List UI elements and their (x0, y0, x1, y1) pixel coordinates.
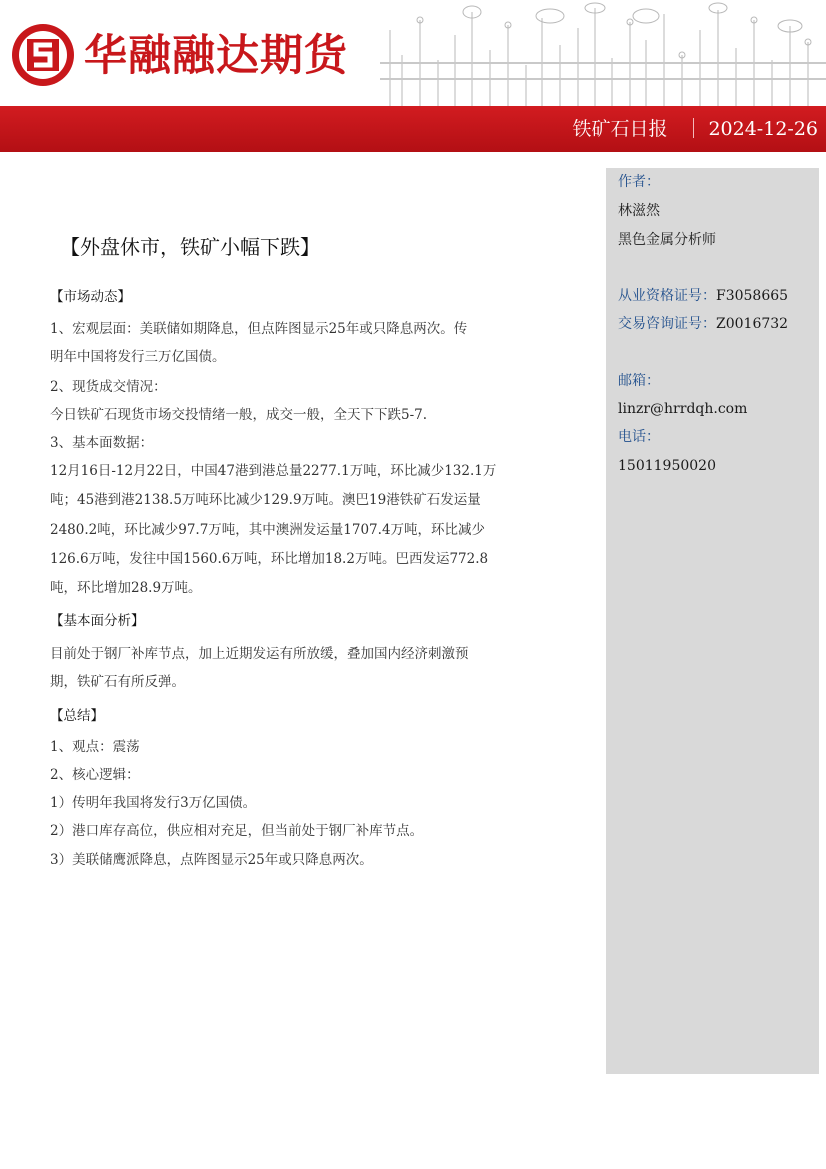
paragraph-line: 12月16日-12月22日，中国47港到港总量2277.1万吨，环比减少132.1万 (50, 463, 497, 479)
summary-heading: 【总结】 (50, 708, 104, 724)
paragraph-line: 1、宏观层面：美联储如期降息，但点阵图显示25年或只降息两次。传 (50, 321, 468, 337)
paragraph-line: 目前处于钢厂补库节点，加上近期发运有所放缓，叠加国内经济刺激预 (50, 646, 469, 662)
brand-name: 华融融达期货 (84, 31, 348, 81)
paragraph-line: 1）传明年我国将发行3万亿国债。 (50, 795, 257, 811)
paragraph-line: 吨，环比增加28.9万吨。 (50, 580, 202, 596)
report-type: 铁矿石日报 (572, 118, 668, 140)
paragraph-line: 1、观点：震荡 (50, 739, 140, 755)
paragraph-line: 2、现货成交情况： (50, 379, 167, 395)
advisory-number: Z0016732 (716, 316, 789, 332)
paragraph-line: 2480.2吨，环比减少97.7万吨，其中澳洲发运量1707.4万吨，环比减少 (50, 522, 486, 538)
paragraph-line: 3）美联储鹰派降息，点阵图显示25年或只降息两次。 (50, 852, 373, 868)
huarong-logo-icon (10, 22, 76, 88)
advisory-label: 交易咨询证号： (618, 316, 716, 332)
divider (693, 118, 694, 138)
email-link[interactable]: linzr@hrrdqh.com (618, 401, 748, 417)
paragraph-line: 期，铁矿石有所反弹。 (50, 674, 185, 690)
report-date: 2024-12-26 (708, 118, 818, 140)
paragraph-line: 3、基本面数据： (50, 435, 154, 451)
paragraph-line: 吨；45港到港2138.5万吨环比减少129.9万吨。澳巴19港铁矿石发运量 (50, 492, 481, 508)
paragraph-line: 2、核心逻辑： (50, 767, 140, 783)
author-sidebar (606, 168, 819, 1074)
author-title: 黑色金属分析师 (618, 232, 716, 248)
market-heading: 【市场动态】 (50, 289, 131, 305)
author-name: 林滋然 (618, 203, 660, 219)
report-header (0, 0, 826, 106)
phone-number: 15011950020 (618, 458, 716, 474)
title-bar (0, 106, 826, 152)
license-label: 从业资格证号： (618, 288, 716, 304)
report-title: 【外盘休市，铁矿小幅下跌】 (60, 235, 320, 259)
paragraph-line: 2）港口库存高位，供应相对充足，但当前处于钢厂补库节点。 (50, 823, 424, 839)
paragraph-line: 126.6万吨，发往中国1560.6万吨，环比增加18.2万吨。巴西发运772.8 (50, 551, 489, 567)
author-label: 作者： (618, 174, 660, 190)
email-label: 邮箱： (618, 373, 660, 389)
license-number: F3058665 (716, 288, 789, 304)
header-decoration (380, 0, 826, 106)
paragraph-line: 今日铁矿石现货市场交投情绪一般，成交一般，全天下下跌5-7. (50, 407, 428, 423)
phone-label: 电话： (618, 429, 660, 445)
analysis-heading: 【基本面分析】 (50, 613, 145, 629)
paragraph-line: 明年中国将发行三万亿国债。 (50, 349, 226, 365)
